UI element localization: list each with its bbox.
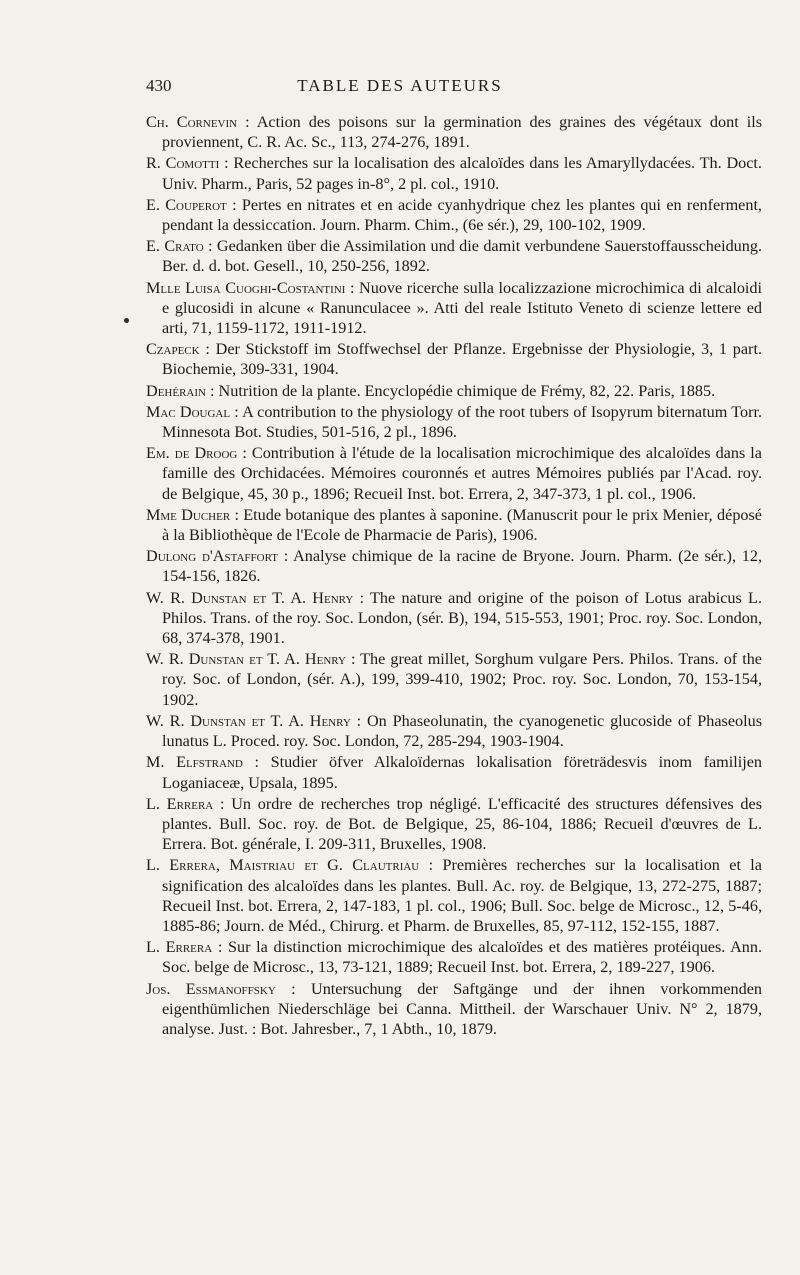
- entry-author: L. Errera: [146, 938, 213, 957]
- index-entry: [146, 711, 762, 751]
- page-header: [0, 76, 800, 100]
- entry-text: : Premières recherches sur la localisation et la signification des alcaloïdes dans les plantes. Bull. Ac. roy. de Belgique, 13, 272-275, 1887; Recueil Inst. bot. Errera, 2, 147-183, 1 pl. col., 1906; Bull. Soc. belge de Microsc., 12, 5-46, 1885-86; Journ. de Méd., Chirurg. et Pharm. de Bruxelles, 85, 97-112, 152-155, 1887.: [162, 856, 762, 935]
- entry-author: L. Errera, Maistriau et G. Clautriau: [146, 856, 420, 875]
- index-entry: [146, 546, 762, 586]
- index-entry: [146, 443, 762, 504]
- entry-author: Dulong d'Astaffort: [146, 547, 278, 566]
- entry-author: W. R. Dunstan et T. A. Henry: [146, 711, 351, 730]
- entry-author: Mac Dougal: [146, 402, 231, 421]
- entry-text: : Action des poisons sur la germination des graines des végétaux dont ils proviennent, C. R. Ac. Sc., 113, 274-276, 1891.: [162, 113, 762, 152]
- entry-author: Dehérain: [146, 381, 206, 400]
- index-entry: [146, 236, 762, 276]
- entry-text: : A contribution to the physiology of the root tubers of Isopyrum biternatum Torr. Minnesota Bot. Studies, 501-516, 2 pl., 1896.: [162, 402, 762, 442]
- entry-text: : The great millet, Sorghum vulgare Pers. Philos. Trans. of the roy. Soc. of London, (sér. A.), 199, 399-410, 1902; Proc. roy. Soc. London, 70, 153-154, 1902.: [162, 650, 762, 709]
- index-entry: [146, 794, 762, 855]
- ink-dot: [124, 318, 129, 323]
- entry-author: Jos. Essmanoffsky: [146, 979, 276, 998]
- entry-text: : Etude botanique des plantes à saponine. (Manuscrit pour le prix Menier, déposé à la Bibliothèque de l'Ecole de Pharmacie de Paris), 1906.: [162, 505, 762, 545]
- entry-text: : Untersuchung der Saftgänge und der ihnen vorkommenden eigenthümlichen Niederschläge bei Canna. Mittheil. der Warschauer Univ. N° 2, 1879, analyse. Just. : Bot. Jahresber., 7, 1 Abth., 10, 1879.: [162, 979, 762, 1038]
- entry-author: M. Elfstrand: [146, 753, 243, 772]
- index-entry: [146, 278, 762, 339]
- running-head: TABLE DES AUTEURS: [297, 76, 503, 95]
- index-entry: [146, 979, 762, 1040]
- index-entry: [146, 505, 762, 545]
- index-entry: [146, 112, 762, 152]
- entry-author: E. Crato: [146, 237, 204, 256]
- index-entry: [146, 588, 762, 649]
- entry-text: : Nuove ricerche sulla localizzazione microchimica di alcaloidi e glucosidi in alcune « Ranunculacee ». Atti del reale Istituto Veneto di scienze lettere ed arti, 71, 1159-1172, 1911-1912.: [162, 278, 762, 338]
- entry-text: : Un ordre de recherches trop négligé. L'efficacité des structures défensives des plantes. Bull. Soc. roy. de Bot. de Belgique, 25, 86-104, 1886; Recueil d'œuvres de L. Errera. Bot. générale, I. 209-311, Bruxelles, 1908.: [162, 794, 762, 854]
- index-entry: [146, 937, 762, 977]
- author-index: [146, 112, 762, 1040]
- entry-text: : Pertes en nitrates et en acide cyanhydrique chez les plantes qui en renferment, pendant la dessiccation. Journ. Pharm. Chim., (6e sér.), 29, 100-102, 1909.: [162, 195, 762, 235]
- entry-text: : On Phaseolunatin, the cyanogenetic glucoside of Phaseolus lunatus L. Proced. roy. Soc. London, 72, 285-294, 1903-1904.: [162, 711, 762, 751]
- index-entry: [146, 649, 762, 710]
- entry-text: : Studier öfver Alkaloïdernas lokalisation företrädesvis inom familijen Loganiaceæ, Upsala, 1895.: [162, 753, 763, 792]
- entry-text: : Recherches sur la localisation des alcaloïdes dans les Amaryllydacées. Th. Doct. Univ. Pharm., Paris, 52 pages in-8°, 2 pl. col., 1910.: [162, 154, 762, 193]
- index-entry: [146, 153, 762, 193]
- entry-author: Mme Ducher: [146, 505, 231, 524]
- entry-text: : Gedanken über die Assimilation und die damit verbundene Sauerstoffausscheidung. Ber. d. d. bot. Gesell., 10, 250-256, 1892.: [162, 237, 762, 276]
- entry-author: W. R. Dunstan et T. A. Henry: [146, 650, 346, 669]
- entry-author: Czapeck: [146, 340, 200, 359]
- entry-author: W. R. Dunstan et T. A. Henry: [146, 588, 354, 607]
- index-entry: [146, 381, 762, 401]
- index-entry: [146, 855, 762, 936]
- entry-author: Ch. Cornevin: [146, 113, 238, 131]
- page-number: 430: [146, 76, 172, 95]
- entry-author: Mlle Luisa Cuoghi-Costantini: [146, 278, 346, 297]
- entry-text: : Sur la distinction microchimique des alcaloïdes et des matières protéiques. Ann. Soc. belge de Microsc., 13, 73-121, 1889; Recueil Inst. bot. Errera, 2, 189-227, 1906.: [162, 938, 763, 977]
- entry-text: : Der Stickstoff im Stoffwechsel der Pflanze. Ergebnisse der Physiologie, 3, 1 part. Biochemie, 309-331, 1904.: [162, 340, 762, 379]
- entry-text: : Nutrition de la plante. Encyclopédie chimique de Frémy, 82, 22. Paris, 1885.: [205, 381, 716, 400]
- entry-author: R. Comotti: [146, 154, 220, 173]
- entry-text: : Analyse chimique de la racine de Bryone. Journ. Pharm. (2e sér.), 12, 154-156, 1826.: [162, 547, 762, 586]
- entry-author: E. Couperot: [146, 195, 227, 214]
- entry-text: : Contribution à l'étude de la localisation microchimique des alcaloïdes dans la famille des Orchidacées. Mémoires couronnés et autres Mémoires publiés par l'Acad. roy. de Belgique, 45, 30 p., 1896; Recueil Inst. bot. Errera, 2, 347-373, 1 pl. col., 1906.: [162, 444, 762, 503]
- index-entry: [146, 195, 762, 235]
- entry-author: Em. de Droog: [146, 444, 238, 463]
- index-entry: [146, 339, 762, 379]
- index-entry: [146, 752, 762, 792]
- index-entry: [146, 402, 762, 442]
- entry-text: : The nature and origine of the poison of Lotus arabicus L. Philos. Trans. of the roy. Soc. London, (sér. B), 194, 515-553, 1901; Proc. roy. Soc. London, 68, 374-378, 1901.: [162, 588, 762, 648]
- entry-author: L. Errera: [146, 794, 214, 813]
